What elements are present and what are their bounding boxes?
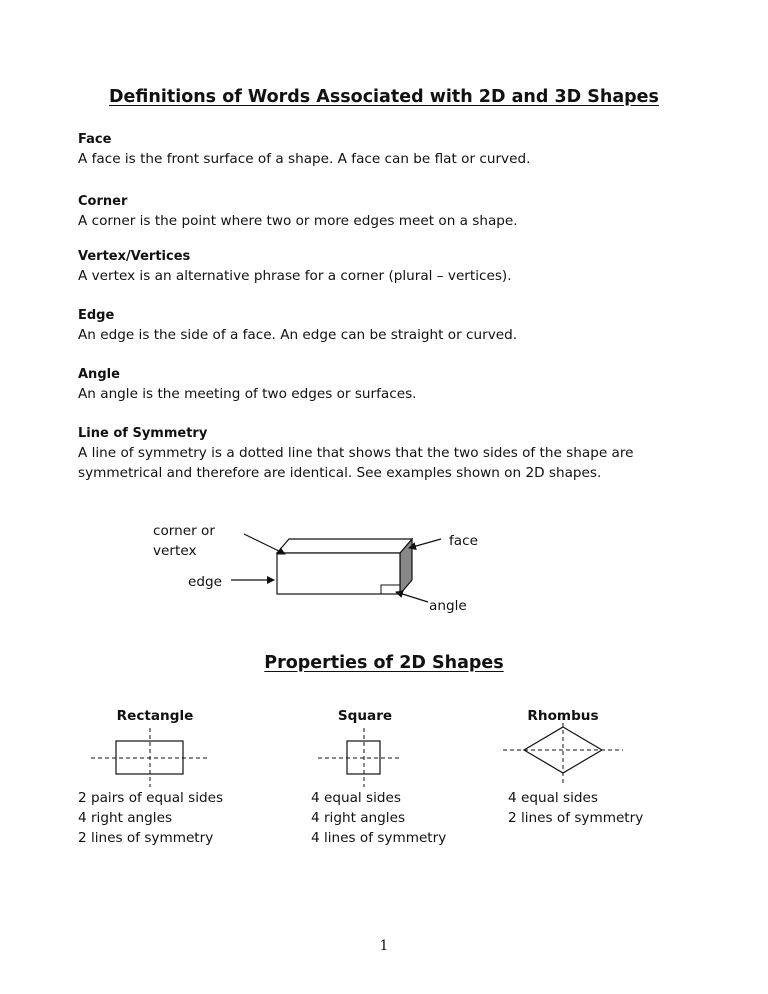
property-item: 2 pairs of equal sides <box>78 790 224 806</box>
definition-term: Angle <box>78 367 120 382</box>
rhombus-shape <box>503 716 623 786</box>
property-item: 4 equal sides <box>508 790 598 806</box>
rectangle-properties <box>78 788 223 848</box>
property-item: 2 lines of symmetry <box>508 810 644 826</box>
property-item: 4 lines of symmetry <box>311 830 447 846</box>
definition-text: A vertex is an alternative phrase for a corner (plural – vertices). <box>78 268 512 284</box>
corner-label-line2: vertex <box>153 543 197 559</box>
definition-term: Line of Symmetry <box>78 426 208 441</box>
definition-text: An edge is the side of a face. An edge can be straight or curved. <box>78 327 518 343</box>
property-item: 4 right angles <box>311 810 406 826</box>
face-label: face <box>449 533 478 549</box>
page-number: 1 <box>379 938 389 954</box>
definition-text: An angle is the meeting of two edges or surfaces. <box>78 386 417 402</box>
property-item: 4 right angles <box>78 810 173 826</box>
edge-label: edge <box>188 574 222 590</box>
definition-term: Face <box>78 132 112 147</box>
rhombus-properties <box>508 788 643 828</box>
cuboid-top-face <box>277 539 412 553</box>
corner-label <box>153 521 215 561</box>
definition-text: A face is the front surface of a shape. A face can be flat or curved. <box>78 151 531 167</box>
page-title: Definitions of Words Associated with 2D and 3D Shapes <box>109 87 659 107</box>
definition-term: Edge <box>78 308 115 323</box>
property-item: 4 equal sides <box>311 790 401 806</box>
definition-text: A line of symmetry is a dotted line that shows that the two sides of the shape are symmetrical and therefore are identical. See examples shown on 2D shapes. <box>78 445 634 481</box>
definition-term: Corner <box>78 194 128 209</box>
rectangle-shape <box>91 728 207 787</box>
cuboid-front-face <box>277 553 400 594</box>
shape-name-square: Square <box>337 708 393 724</box>
angle-label: angle <box>429 598 467 614</box>
cuboid-shape <box>277 539 412 594</box>
face-arrow <box>409 539 441 548</box>
definition-term: Vertex/Vertices <box>78 249 191 264</box>
square-properties <box>311 788 446 848</box>
definition-text: A corner is the point where two or more edges meet on a shape. <box>78 213 518 229</box>
angle-arrow <box>396 592 428 602</box>
section-title: Properties of 2D Shapes <box>264 653 504 673</box>
square-shape <box>318 728 400 787</box>
property-item: 2 lines of symmetry <box>78 830 214 846</box>
corner-arrow <box>244 534 285 554</box>
corner-label-line1: corner or <box>153 523 215 539</box>
shape-name-rhombus: Rhombus <box>527 708 599 724</box>
shape-name-rectangle: Rectangle <box>116 708 194 724</box>
